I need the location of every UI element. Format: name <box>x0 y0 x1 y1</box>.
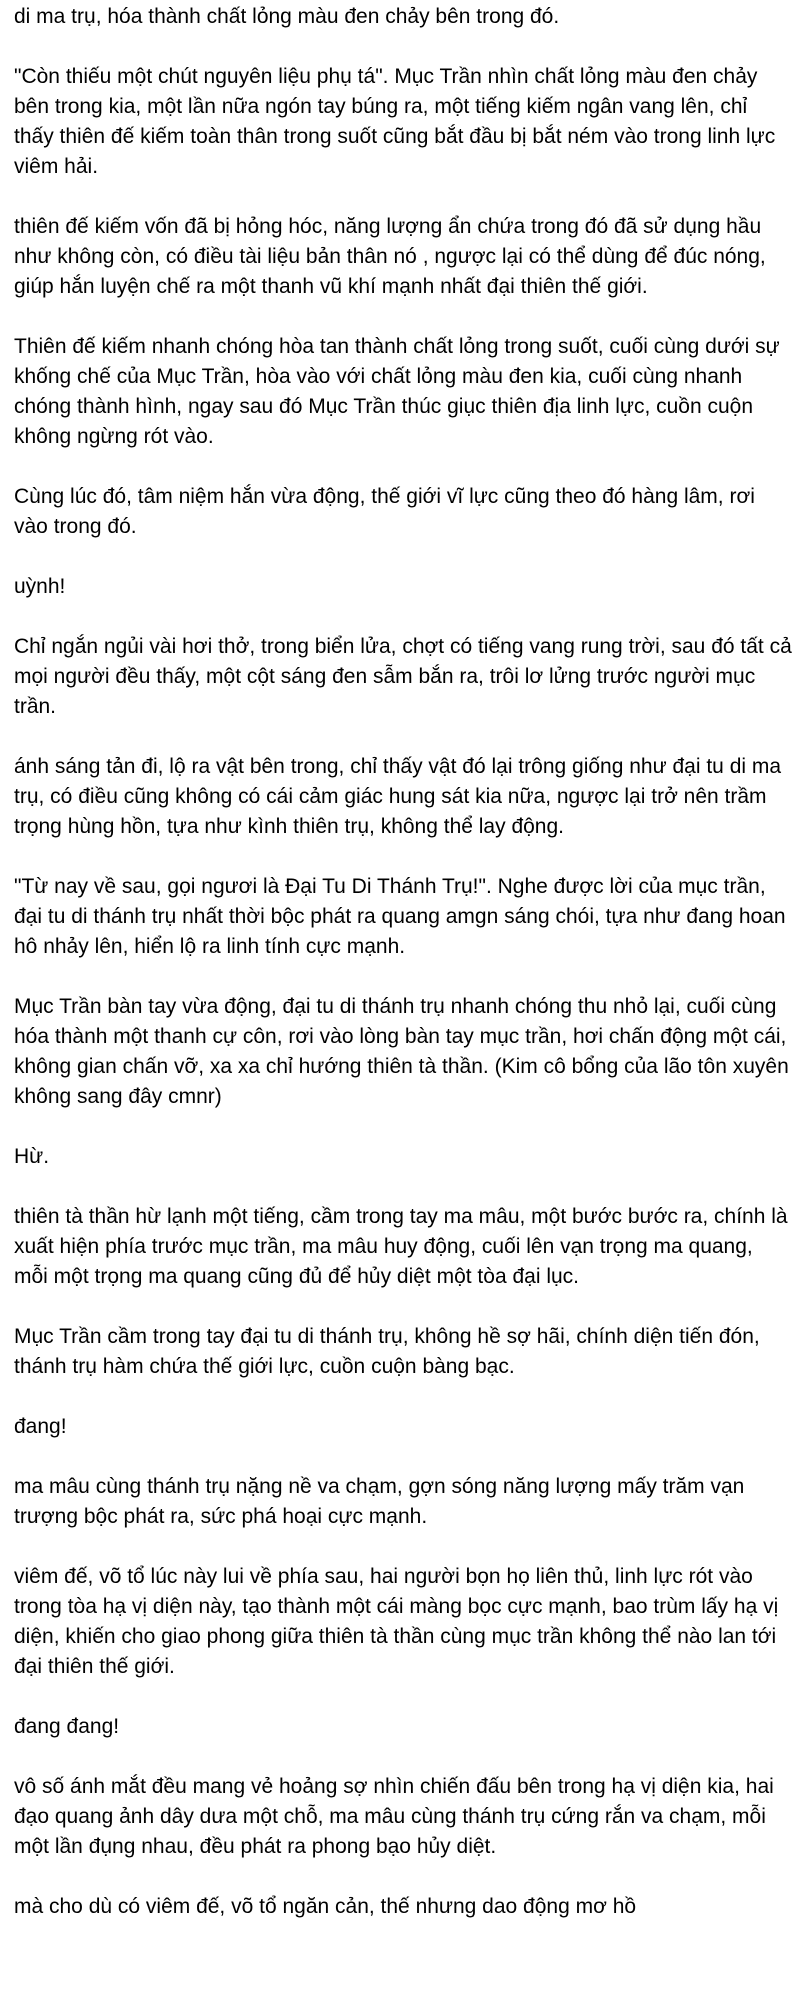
paragraph: uỳnh! <box>14 575 66 598</box>
paragraph: "Còn thiếu một chút nguyên liệu phụ tá". Mục Trần nhìn chất lỏng màu đen chảy bên trong kia, một lần nữa ngón tay búng ra, một tiếng kiếm ngân vang lên, chỉ thấy thiên đế kiếm toàn thân trong suốt cũng bắt đầu bị bắt ném vào trong linh lực viêm hải. <box>14 65 776 178</box>
paragraph: viêm đế, võ tổ lúc này lui về phía sau, hai người bọn họ liên thủ, linh lực rót vào trong tòa hạ vị diện này, tạo thành một cái màng bọc cực mạnh, bao trùm lấy hạ vị diện, khiến cho giao phong giữa thiên tà thần cùng mục trần không thể nào lan tới đại thiên thế giới. <box>14 1565 779 1678</box>
paragraph: đang! <box>14 1415 67 1438</box>
paragraph: đang đang! <box>14 1715 120 1738</box>
paragraph: "Từ nay về sau, gọi ngươi là Đại Tu Di Thánh Trụ!". Nghe được lời của mục trần, đại tu di thánh trụ nhất thời bộc phát ra quang amgn sáng chói, tựa như đang hoan hô nhảy lên, hiển lộ ra linh tính cực mạnh. <box>14 875 786 958</box>
paragraph: ánh sáng tản đi, lộ ra vật bên trong, chỉ thấy vật đó lại trông giống như đại tu di ma trụ, có điều cũng không có cái cảm giác hung sát kia nữa, ngược lại trở nên trầm trọng hùng hồn, tựa như kình thiên trụ, không thể lay động. <box>14 755 782 838</box>
paragraph: thiên tà thần hừ lạnh một tiếng, cầm trong tay ma mâu, một bước bước ra, chính là xuất hiện phía trước mục trần, ma mâu huy động, cuối lên vạn trọng ma quang, mỗi một trọng ma quang cũng đủ để hủy diệt một tòa đại lục. <box>14 1205 788 1288</box>
paragraph: ma mâu cùng thánh trụ nặng nề va chạm, gợn sóng năng lượng mấy trăm vạn trượng bộc phát ra, sức phá hoại cực mạnh. <box>14 1475 745 1528</box>
paragraph: Hừ. <box>14 1145 50 1168</box>
paragraph: Mục Trần bàn tay vừa động, đại tu di thánh trụ nhanh chóng thu nhỏ lại, cuối cùng hóa thành một thanh cự côn, rơi vào lòng bàn tay mục trần, hơi chấn động một cái, không gian chấn vỡ, xa xa chỉ hướng thiên tà thần. (Kim cô bổng của lão tôn xuyên không sang đây cmnr) <box>14 995 789 1108</box>
paragraph: Thiên đế kiếm nhanh chóng hòa tan thành chất lỏng trong suốt, cuối cùng dưới sự khống chế của Mục Trần, hòa vào với chất lỏng màu đen kia, cuối cùng nhanh chóng thành hình, ngay sau đó Mục Trần thúc giục thiên địa linh lực, cuồn cuộn không ngừng rót vào. <box>14 335 780 448</box>
paragraph: Cùng lúc đó, tâm niệm hắn vừa động, thế giới vĩ lực cũng theo đó hàng lâm, rơi vào trong đó. <box>14 485 755 538</box>
paragraph: Chỉ ngắn ngủi vài hơi thở, trong biển lửa, chợt có tiếng vang rung trời, sau đó tất cả mọi người đều thấy, một cột sáng đen sẫm bắn ra, trôi lơ lửng trước người mục trần. <box>14 635 792 718</box>
paragraph: mà cho dù có viêm đế, võ tổ ngăn cản, thế nhưng dao động mơ hồ <box>14 1895 637 1918</box>
paragraph: Mục Trần cầm trong tay đại tu di thánh trụ, không hề sợ hãi, chính diện tiến đón, thánh trụ hàm chứa thế giới lực, cuồn cuộn bàng bạc. <box>14 1325 760 1378</box>
paragraph: vô số ánh mắt đều mang vẻ hoảng sợ nhìn chiến đấu bên trong hạ vị diện kia, hai đạo quang ảnh dây dưa một chỗ, ma mâu cùng thánh trụ cứng rắn va chạm, mỗi một lần đụng nhau, đều phát ra phong bạo hủy diệt. <box>14 1775 774 1858</box>
paragraph: di ma trụ, hóa thành chất lỏng màu đen chảy bên trong đó. <box>14 5 560 28</box>
paragraph: thiên đế kiếm vốn đã bị hỏng hóc, năng lượng ẩn chứa trong đó đã sử dụng hầu như không còn, có điều tài liệu bản thân nó , ngược lại có thể dùng để đúc nóng, giúp hắn luyện chế ra một thanh vũ khí mạnh nhất đại thiên thế giới. <box>14 215 766 298</box>
